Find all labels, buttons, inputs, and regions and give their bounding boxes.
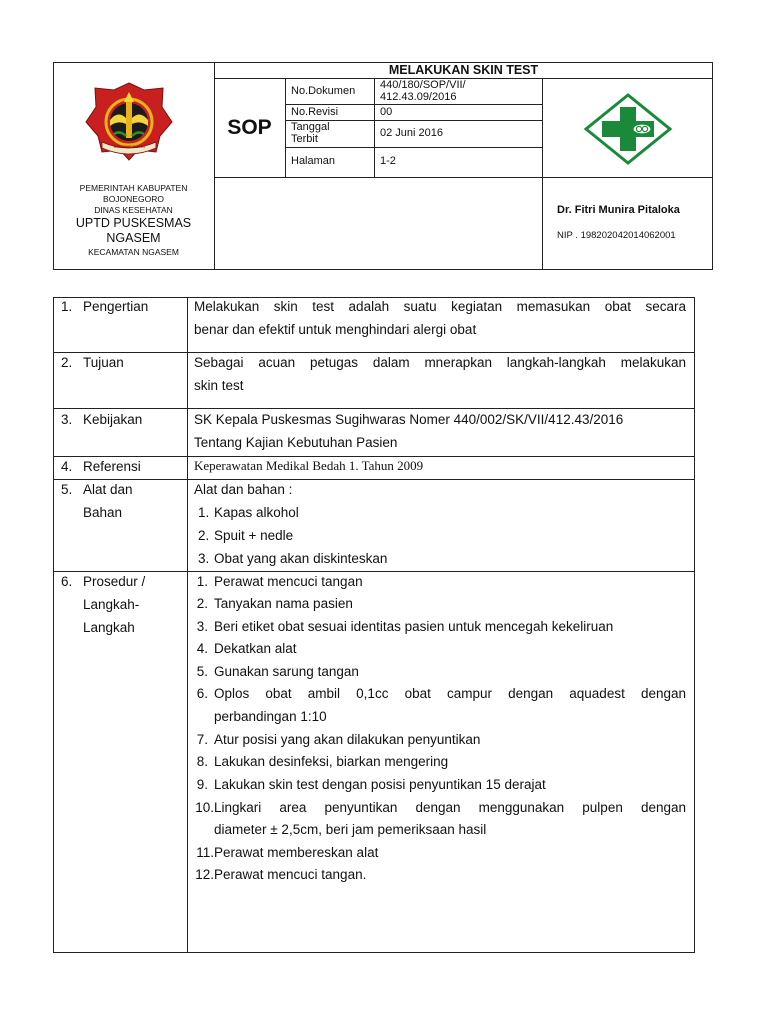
step-text-continued: perbandingan 1:10 (214, 709, 327, 724)
org-line-6: KECAMATAN NGASEM (88, 247, 179, 257)
row-number: 3. (61, 412, 73, 427)
step-text-continued: diameter ± 2,5cm, beri jam pemeriksaan hasil (214, 822, 487, 837)
step-text: Gunakan sarung tangan (214, 664, 359, 679)
row-number: 1. (61, 299, 73, 314)
step-text: Lakukan desinfeksi, biarkan mengering (214, 754, 449, 769)
sop-label: SOP (227, 116, 272, 139)
alat-item-number: 2. (198, 528, 210, 543)
step-text: Perawat membereskan alat (214, 845, 379, 860)
org-line-1: PEMERINTAH KABUPATEN (79, 183, 188, 193)
step-number: 10. (195, 800, 214, 815)
row-label-prosedur-2: Langkah- (83, 597, 140, 612)
field-label-terbit: Terbit (291, 133, 318, 145)
kebijakan-line-1: SK Kepala Puskesmas Sugihwaras Nomer 440/002/SK/VII/412.43/2016 (194, 412, 624, 427)
org-line-2: BOJONEGORO (103, 194, 164, 204)
step-number: 6. (196, 686, 208, 701)
row-label-prosedur-3: Langkah (83, 620, 135, 635)
referensi-text: Keperawatan Medikal Bedah 1. Tahun 2009 (194, 458, 424, 473)
step-text: Atur posisi yang akan dilakukan penyuntikan (214, 732, 481, 747)
step-number: 7. (196, 732, 208, 747)
field-value-no-dokumen-1: 440/180/SOP/VII/ (380, 79, 466, 91)
field-value-no-revisi: 00 (380, 106, 393, 118)
step-number: 11. (196, 845, 214, 860)
tujuan-line-1: Sebagai acuan petugas dalam mnerapkan langkah-langkah melakukan (194, 355, 686, 370)
step-number: 12. (195, 867, 214, 882)
kebijakan-line-2: Tentang Kajian Kebutuhan Pasien (194, 435, 398, 450)
row-number: 6. (61, 574, 73, 589)
row-number: 2. (61, 355, 73, 370)
field-label-halaman: Halaman (291, 155, 336, 167)
org-line-5: NGASEM (106, 231, 161, 245)
health-emblem-logo (584, 93, 672, 165)
row-number: 4. (61, 459, 73, 474)
pengertian-line-2: benar dan efektif untuk menghindari alergi obat (194, 322, 477, 337)
step-text: Perawat mencuci tangan (214, 574, 363, 589)
signer-name: Dr. Fitri Munira Pitaloka (557, 204, 680, 216)
step-text: Dekatkan alat (214, 641, 297, 656)
alat-item-number: 3. (198, 551, 210, 566)
alat-item: Spuit + nedle (214, 528, 294, 543)
org-line-4: UPTD PUSKESMAS (75, 216, 192, 230)
step-number: 3. (196, 619, 208, 634)
row-label-alat-2: Bahan (83, 505, 123, 520)
crest-ribbon-text: BOJONEGORO (114, 144, 146, 149)
alat-item-number: 1. (198, 505, 210, 520)
step-number: 2. (196, 596, 208, 611)
step-number: 1. (196, 574, 208, 589)
alat-intro: Alat dan bahan : (194, 482, 293, 497)
field-value-tanggal-terbit: 02 Juni 2016 (380, 127, 443, 139)
row-label-kebijakan: Kebijakan (83, 412, 143, 427)
row-number: 5. (61, 482, 73, 497)
alat-item: Obat yang akan diskinteskan (214, 551, 388, 566)
alat-item: Kapas alkohol (214, 505, 299, 520)
step-number: 9. (196, 777, 208, 792)
field-value-no-dokumen-2: 412.43.09/2016 (380, 91, 457, 103)
step-text: Lingkari area penyuntikan dengan menggunakan pulpen dengan (214, 800, 686, 815)
row-label-pengertian: Pengertian (83, 299, 149, 314)
field-label-no-revisi: No.Revisi (291, 106, 339, 118)
field-label-tanggal: Tanggal (291, 121, 330, 133)
field-label-no-dokumen: No.Dokumen (291, 85, 356, 97)
bojonegoro-crest-logo (84, 80, 174, 162)
org-line-3: DINAS KESEHATAN (94, 205, 173, 215)
row-label-prosedur-1: Prosedur / (83, 574, 146, 589)
step-number: 4. (196, 641, 208, 656)
step-text: Oplos obat ambil 0,1cc obat campur dengan aquadest dengan (214, 686, 686, 701)
row-label-referensi: Referensi (83, 459, 141, 474)
step-text: Tanyakan nama pasien (214, 596, 353, 611)
step-number: 8. (196, 754, 208, 769)
document-title: MELAKUKAN SKIN TEST (388, 63, 539, 77)
row-label-alat-1: Alat dan (83, 482, 133, 497)
tujuan-line-2: skin test (194, 378, 244, 393)
step-text: Lakukan skin test dengan posisi penyuntikan 15 derajat (214, 777, 546, 792)
step-text: Perawat mencuci tangan. (214, 867, 367, 882)
step-number: 5. (196, 664, 208, 679)
signer-nip: NIP . 198202042014062001 (557, 230, 676, 241)
row-label-tujuan: Tujuan (83, 355, 124, 370)
pengertian-line-1: Melakukan skin test adalah suatu kegiatan memasukan obat secara (194, 299, 686, 314)
field-value-halaman: 1-2 (380, 155, 396, 167)
step-text: Beri etiket obat sesuai identitas pasien untuk mencegah kekeliruan (214, 619, 614, 634)
